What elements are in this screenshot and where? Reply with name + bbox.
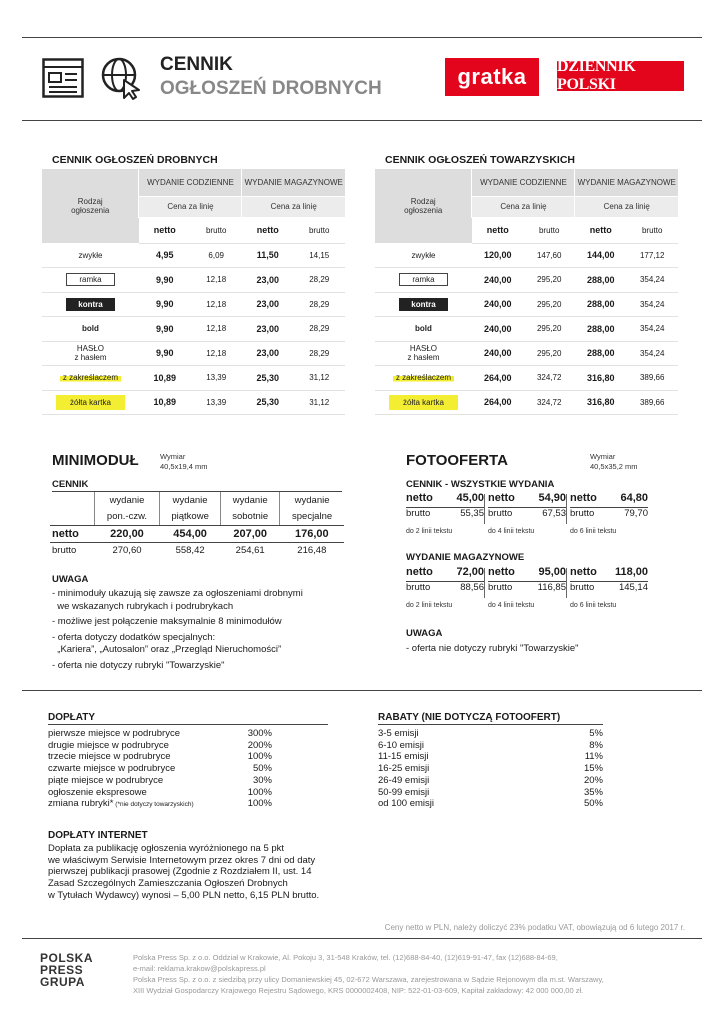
list-item-label: 16-25 emisji <box>378 763 430 775</box>
list-item-label: od 100 emisji <box>378 798 434 810</box>
polska-press-logo <box>40 952 93 988</box>
zolta-kartka-sample: żółta kartka <box>389 395 458 410</box>
list-item-footnote: (*nie dotyczy towarzyskich) <box>113 801 194 809</box>
zwykle-sample: HASŁO <box>76 344 105 354</box>
minimodul-title: MINIMODUŁ <box>52 452 139 469</box>
internet-line: we właściwym Serwisie Internetowym przez okres 7 dni od daty <box>48 854 316 866</box>
globe-cursor-icon <box>100 56 144 100</box>
minimodul-cennik-label: CENNIK <box>52 479 89 490</box>
fotooferta-separator <box>566 568 567 598</box>
table-row <box>42 243 345 268</box>
fotooferta-rule <box>406 581 484 582</box>
price-cell: 354,24 <box>626 292 678 317</box>
zakreslacz-sample: z zakreślaczem <box>393 372 454 383</box>
list-item-value: 30% <box>252 774 272 786</box>
mm-col-head: wydanie <box>94 492 159 509</box>
list-item-label: piąte miejsce w podrubryce <box>48 774 164 786</box>
footer-line: Polska Press Sp. z o.o. z siedzibą przy ulicy Domaniewskiej 45, 02-672 Warszawa, zarejestrowana w Sądzie Rejonowym dla m.st. Warszawy, <box>133 975 604 984</box>
fotooferta-netto: netto 95,00 <box>488 566 566 578</box>
table-row <box>42 268 345 293</box>
mm-col-head: wydanie <box>280 492 344 509</box>
mm-price: 254,61 <box>235 545 265 556</box>
price-cell: 10,89 <box>139 390 191 415</box>
price-cell: 120,00 <box>472 243 524 268</box>
list-item-value: 50% <box>583 798 603 810</box>
logo-line-polska: POLSKA <box>40 951 94 965</box>
minimodul-table <box>50 492 344 559</box>
price-cell: 240,00 <box>472 317 524 342</box>
internet-line: Dopłata za publikację ogłoszenia wyróżnionego na 5 pkt <box>48 843 285 854</box>
mm-col-head: specjalne <box>280 509 344 526</box>
fotooferta-brutto: brutto 55,35 <box>406 508 484 519</box>
brutto-header: brutto <box>626 217 678 243</box>
minimodul-wymiar-label: Wymiar <box>160 452 186 461</box>
cena-za-linie: Cena za linię <box>139 196 242 217</box>
price-cell: 6,09 <box>190 243 242 268</box>
fotooferta-line-note: do 6 linii tekstu <box>570 528 617 535</box>
list-item-label: 11-15 emisji <box>378 751 429 763</box>
fotooferta-rule <box>570 507 648 508</box>
list-item-value: 200% <box>247 739 272 751</box>
row-label <box>42 366 139 391</box>
netto-header: netto <box>139 217 191 243</box>
row-label-sub: z hasłem <box>407 353 440 363</box>
price-cell: 264,00 <box>472 366 524 391</box>
price-cell: 31,12 <box>293 390 345 415</box>
table-row <box>42 317 345 342</box>
price-cell: 316,80 <box>575 366 627 391</box>
table-row <box>375 341 678 366</box>
price-cell: 23,00 <box>242 292 294 317</box>
fotooferta-separator <box>484 568 485 598</box>
price-cell: 354,24 <box>626 341 678 366</box>
fotooferta-uwaga: UWAGA <box>406 628 443 639</box>
price-cell: 295,20 <box>523 268 575 293</box>
fotooferta-rule <box>488 581 566 582</box>
price-cell: 240,00 <box>472 341 524 366</box>
price-cell: 288,00 <box>575 268 627 293</box>
fotooferta-netto: netto 72,00 <box>406 566 484 578</box>
cena-za-linie: Cena za linię <box>575 196 678 217</box>
price-cell: 28,29 <box>293 317 345 342</box>
minimodul-notes <box>52 588 352 672</box>
fotooferta-brutto: brutto 116,85 <box>488 582 566 593</box>
mm-netto-row <box>50 525 344 542</box>
mm-netto-label: netto <box>50 525 94 542</box>
fotooferta-line-note: do 4 linii tekstu <box>488 528 535 535</box>
list-item-label: 3-5 emisji <box>378 728 419 739</box>
footer-text <box>133 952 693 996</box>
mm-header-row <box>50 509 344 526</box>
price-cell: 288,00 <box>575 317 627 342</box>
zwykle-sample: zwykłe <box>411 250 436 260</box>
price-cell: 31,12 <box>293 366 345 391</box>
price-cell: 389,66 <box>626 390 678 415</box>
table-row <box>375 268 678 293</box>
cena-za-linie: Cena za linię <box>472 196 575 217</box>
minimodul-note: - oferta dotyczy dodatków specjalnych: <box>52 631 216 643</box>
mm-brutto-row <box>50 542 344 559</box>
list-item-value: 300% <box>247 728 272 739</box>
list-item-value: 5% <box>589 728 603 739</box>
table-row <box>375 292 678 317</box>
logo-line-grupa: GRUPA <box>40 975 85 989</box>
fotooferta-title: FOTOOFERTA <box>406 452 508 469</box>
rabaty-title: RABATY (NIE DOTYCZĄ FOTOOFERT) <box>378 712 561 723</box>
table-header-row <box>375 169 678 196</box>
price-cell: 28,29 <box>293 292 345 317</box>
fotooferta-wymiar-label: Wymiar <box>590 452 616 461</box>
towarzyskie-title: CENNIK OGŁOSZEŃ TOWARZYSKICH <box>385 154 575 166</box>
footer-email[interactable]: e-mail: reklama.krakow@polskapress.pl <box>133 964 266 973</box>
bold-sample: bold <box>415 324 432 334</box>
price-cell: 28,29 <box>293 341 345 366</box>
top-rule <box>22 37 702 38</box>
list-item-value: 50% <box>252 763 272 775</box>
brutto-header: brutto <box>523 217 575 243</box>
price-cell: 9,90 <box>139 268 191 293</box>
fotooferta-netto: netto 45,00 <box>406 492 484 504</box>
price-cell: 12,18 <box>190 292 242 317</box>
list-item-label: 6-10 emisji <box>378 739 424 751</box>
list-item-label: 26-49 emisji <box>378 774 430 786</box>
price-cell: 288,00 <box>575 292 627 317</box>
table-header-row <box>42 169 345 196</box>
list-item-value: 11% <box>584 751 603 763</box>
drobne-price-table <box>42 169 345 415</box>
price-cell: 9,90 <box>139 292 191 317</box>
list-item-value: 8% <box>589 739 603 751</box>
mm-price: 220,00 <box>94 525 159 542</box>
footer-line: XIII Wydział Gospodarczy Krajowego Rejestru Sądowego, KRS 0000002408, NIP: 522-01-03-609, Kapitał zakładowy: 42 000 000,00 zł. <box>133 986 584 995</box>
fotooferta-wymiar: 40,5x35,2 mm <box>590 462 638 471</box>
list-item-label: drugie miejsce w podrubryce <box>48 739 169 751</box>
price-cell: 10,89 <box>139 366 191 391</box>
list-item-label: czwarte miejsce w podrubryce <box>48 763 176 775</box>
price-cell: 25,30 <box>242 390 294 415</box>
fotooferta-rule <box>570 581 648 582</box>
price-cell: 9,90 <box>139 317 191 342</box>
list-item-label: trzecie miejsce w podrubryce <box>48 751 171 763</box>
price-cell: 389,66 <box>626 366 678 391</box>
fotooferta-rule <box>488 507 566 508</box>
price-cell: 23,00 <box>242 341 294 366</box>
vat-note: Ceny netto w PLN, należy doliczyć 23% podatku VAT, obowiązują od 6 lutego 2017 r. <box>384 923 685 932</box>
cena-za-linie: Cena za linię <box>242 196 345 217</box>
fotooferta-brutto: brutto 88,56 <box>406 582 484 593</box>
internet-text <box>48 843 368 902</box>
fotooferta-sub-all: CENNIK - WSZYSTKIE WYDANIA <box>406 479 555 490</box>
fotooferta-netto: netto 54,90 <box>488 492 566 504</box>
rabaty-rule <box>378 724 603 725</box>
price-cell: 11,50 <box>242 243 294 268</box>
minimodul-note: „Kariera”, „Autosalon” oraz „Przegląd Nieruchomości” <box>52 644 282 655</box>
price-cell: 324,72 <box>523 366 575 391</box>
price-cell: 14,15 <box>293 243 345 268</box>
price-cell: 324,72 <box>523 390 575 415</box>
fotooferta-netto: netto 118,00 <box>570 566 648 578</box>
logo-line-press: PRESS <box>40 963 84 977</box>
minimodul-wymiar: 40,5x19,4 mm <box>160 462 208 471</box>
row-label <box>42 390 139 415</box>
internet-title: DOPŁATY INTERNET <box>48 830 148 841</box>
dziennik-polski-logo: DZIENNIK POLSKI <box>557 61 684 91</box>
zwykle-sample: zwykłe <box>78 250 103 260</box>
table-row <box>375 317 678 342</box>
col-codzienne: WYDANIE CODZIENNE <box>472 169 575 196</box>
price-cell: 13,39 <box>190 366 242 391</box>
brutto-header: brutto <box>293 217 345 243</box>
fotooferta-price-cell <box>406 492 484 519</box>
mm-col-head: sobotnie <box>221 509 280 526</box>
mm-price: 454,00 <box>160 525 221 542</box>
internet-line: pierwszej publikacji prasowej (Zgodnie z Rozdziałem II, ust. 14 <box>48 866 312 878</box>
row-label <box>375 390 472 415</box>
table-row <box>42 341 345 366</box>
zakreslacz-sample: z zakreślaczem <box>60 372 121 383</box>
price-cell: 144,00 <box>575 243 627 268</box>
list-item-label: ogłoszenie ekspresowe <box>48 786 147 798</box>
minimodul-note: we wskazanych rubrykach i podrubrykach <box>52 600 234 612</box>
internet-line: Zasad Szczególnych Zamieszczania Ogłoszeń Drobnych <box>48 878 288 890</box>
mm-header-row <box>50 492 344 509</box>
price-cell: 264,00 <box>472 390 524 415</box>
row-label <box>375 268 472 293</box>
price-cell: 12,18 <box>190 317 242 342</box>
list-item-value: 100% <box>247 786 272 798</box>
price-cell: 295,20 <box>523 292 575 317</box>
list-item-label: zmiana rubryki* (*nie dotyczy towarzyskich) <box>48 798 194 810</box>
netto-header: netto <box>242 217 294 243</box>
table-row <box>375 243 678 268</box>
table-row <box>42 366 345 391</box>
row-label <box>375 317 472 342</box>
col-codzienne: WYDANIE CODZIENNE <box>139 169 242 196</box>
ramka-sample: ramka <box>66 273 114 286</box>
col-rodzaj: Rodzaj ogłoszenia <box>375 169 472 243</box>
fotooferta-line-note: do 2 linii tekstu <box>406 602 453 609</box>
fotooferta-price-cell <box>488 566 566 593</box>
price-cell: 354,24 <box>626 268 678 293</box>
fotooferta-brutto: brutto 79,70 <box>570 508 648 519</box>
row-label <box>375 341 472 366</box>
list-item-value: 20% <box>583 774 603 786</box>
mm-price: 176,00 <box>280 525 344 542</box>
row-label-sub: z hasłem <box>74 353 107 363</box>
fotooferta-price-cell <box>570 566 648 593</box>
doplaty-title: DOPŁATY <box>48 712 96 723</box>
fotooferta-line-note: do 6 linii tekstu <box>570 602 617 609</box>
row-label <box>375 292 472 317</box>
price-cell: 354,24 <box>626 317 678 342</box>
row-label <box>42 292 139 317</box>
row-label <box>42 317 139 342</box>
price-cell: 9,90 <box>139 341 191 366</box>
kontra-sample: kontra <box>66 298 114 311</box>
table-row <box>42 390 345 415</box>
fotooferta-brutto: brutto 67,53 <box>488 508 566 519</box>
mm-price: 270,60 <box>112 545 142 556</box>
col-magazynowe: WYDANIE MAGAZYNOWE <box>575 169 678 196</box>
bold-sample: bold <box>82 324 99 334</box>
list-item-value: 100% <box>247 798 272 810</box>
page-title: CENNIK <box>160 54 233 75</box>
row-label <box>42 341 139 366</box>
price-cell: 28,29 <box>293 268 345 293</box>
mm-price: 207,00 <box>221 525 280 542</box>
row-label <box>375 243 472 268</box>
mm-col-head: pon.-czw. <box>94 509 159 526</box>
fotooferta-separator <box>566 494 567 524</box>
fotooferta-price-cell <box>406 566 484 593</box>
brutto-header: brutto <box>190 217 242 243</box>
ramka-sample: ramka <box>399 273 447 286</box>
minimodul-note: - możliwe jest połączenie maksymalnie 8 minimodułów <box>52 616 282 627</box>
fotooferta-price-cell <box>488 492 566 519</box>
mm-col-head: wydanie <box>221 492 280 509</box>
price-cell: 23,00 <box>242 268 294 293</box>
minimodul-note: - oferta nie dotyczy rubryki "Towarzyskie" <box>52 659 225 671</box>
fotooferta-line-note: do 4 linii tekstu <box>488 602 535 609</box>
table-row <box>42 292 345 317</box>
netto-header: netto <box>575 217 627 243</box>
newspaper-icon <box>42 58 84 98</box>
mm-col-head: piątkowe <box>160 509 221 526</box>
gratka-logo: gratka <box>445 58 539 96</box>
list-item-value: 100% <box>247 751 272 763</box>
zwykle-sample: HASŁO <box>409 344 438 354</box>
footer-rule <box>22 938 702 939</box>
fotooferta-rule <box>406 507 484 508</box>
price-cell: 177,12 <box>626 243 678 268</box>
footer-line: Polska Press Sp. z o.o. Oddział w Krakowie, Al. Pokoju 3, 31-548 Kraków, tel. (12)688-84-40, (12)619-91-47, fax (12)688-84-69, <box>133 953 558 962</box>
fotooferta-price-cell <box>570 492 648 519</box>
price-cell: 12,18 <box>190 268 242 293</box>
minimodul-uwaga: UWAGA <box>52 574 89 585</box>
price-cell: 147,60 <box>523 243 575 268</box>
mm-col-head: wydanie <box>160 492 221 509</box>
price-cell: 295,20 <box>523 341 575 366</box>
list-item-label: 50-99 emisji <box>378 786 430 798</box>
fotooferta-separator <box>484 494 485 524</box>
price-cell: 4,95 <box>139 243 191 268</box>
price-cell: 25,30 <box>242 366 294 391</box>
minimodul-note: - minimoduły ukazują się zawsze za ogłoszeniami drobnymi <box>52 588 303 599</box>
row-label <box>375 366 472 391</box>
row-label <box>42 268 139 293</box>
internet-line: w Tytułach Wydawcy) wynosi – 5,00 PLN netto, 6,15 PLN brutto. <box>48 889 320 901</box>
header-rule <box>22 120 702 121</box>
mm-price: 558,42 <box>175 545 205 556</box>
row-label <box>42 243 139 268</box>
drobne-title: CENNIK OGŁOSZEŃ DROBNYCH <box>52 154 218 166</box>
list-item-label: pierwsze miejsce w podrubryce <box>48 728 180 739</box>
list-item-value: 15% <box>583 763 603 775</box>
table-row <box>375 390 678 415</box>
col-magazynowe: WYDANIE MAGAZYNOWE <box>242 169 345 196</box>
page-subtitle: OGŁOSZEŃ DROBNYCH <box>160 78 382 99</box>
mm-brutto-label: brutto <box>52 545 77 556</box>
netto-header: netto <box>472 217 524 243</box>
price-cell: 316,80 <box>575 390 627 415</box>
table-row <box>375 366 678 391</box>
price-cell: 240,00 <box>472 292 524 317</box>
fotooferta-sub-mag: WYDANIE MAGAZYNOWE <box>406 552 525 563</box>
fotooferta-note: - oferta nie dotyczy rubryki "Towarzyskie" <box>406 643 579 654</box>
doplaty-rule <box>48 724 328 725</box>
price-cell: 12,18 <box>190 341 242 366</box>
fotooferta-line-note: do 2 linii tekstu <box>406 528 453 535</box>
price-cell: 288,00 <box>575 341 627 366</box>
kontra-sample: kontra <box>399 298 447 311</box>
price-cell: 295,20 <box>523 317 575 342</box>
mm-price: 216,48 <box>297 545 327 556</box>
fotooferta-netto: netto 64,80 <box>570 492 648 504</box>
zolta-kartka-sample: żółta kartka <box>56 395 125 410</box>
middle-rule <box>22 690 702 691</box>
towarzyskie-price-table <box>375 169 678 415</box>
list-item-value: 35% <box>583 786 603 798</box>
price-cell: 23,00 <box>242 317 294 342</box>
fotooferta-brutto: brutto 145,14 <box>570 582 648 593</box>
price-cell: 13,39 <box>190 390 242 415</box>
col-rodzaj: Rodzaj ogłoszenia <box>42 169 139 243</box>
price-cell: 240,00 <box>472 268 524 293</box>
